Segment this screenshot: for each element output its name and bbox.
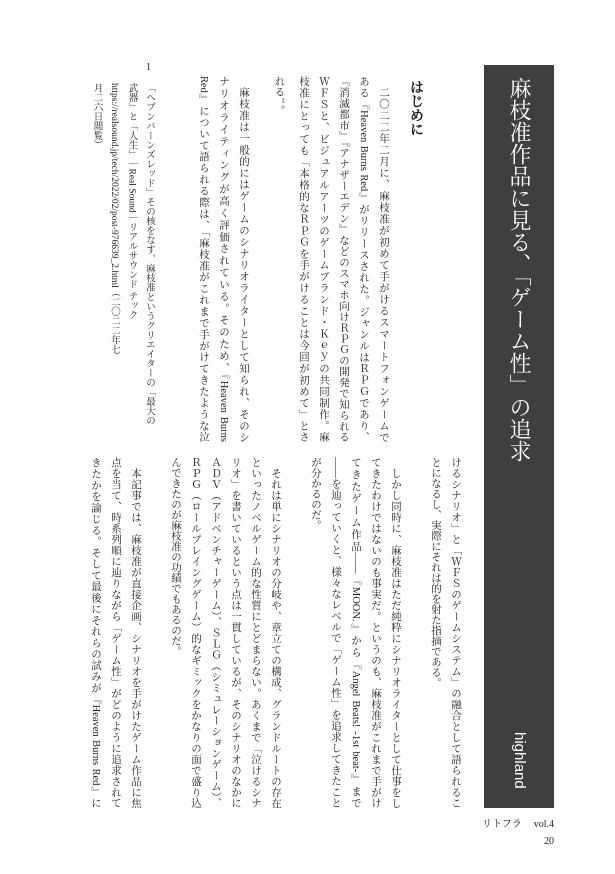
- text-line: ナリオライティングが高く評価されている。そのため、『Heaven Burns: [218, 76, 229, 442]
- text-line: [273, 76, 293, 442]
- paragraph: [165, 457, 285, 808]
- text-line: ——を辿っていくと、様々なレベルで「ゲーム性」を追求してきたこと: [330, 457, 341, 808]
- title-bar: [484, 65, 554, 808]
- issue-number: vol.4: [533, 819, 554, 830]
- footnote: [87, 83, 157, 433]
- text-line: それは単にシナリオの分岐や、章立ての構成、グランドルートの存在: [270, 467, 281, 808]
- magazine-name: リトフラ: [482, 819, 522, 830]
- text-line: ＡＤＶ（アドベンチャーゲーム）、ＳＬＧ（シミュレーションゲーム）、: [210, 457, 221, 808]
- section-heading: はじめに: [408, 80, 424, 136]
- text-line: ＷＦＳと、ビジュアルアーツのゲームブランド・Ｋｅｙの共同制作。麻: [318, 76, 329, 442]
- text-line: といったノベルゲーム的な性質にとどまらない。あくまで「泣けるシナ: [250, 457, 261, 808]
- paragraph: [193, 76, 253, 442]
- text-line: 『消滅都市』『アナザーエデン』などのスマホ向けＲＰＧの開発で知られる: [338, 76, 349, 442]
- text-fragment: 。: [273, 105, 285, 116]
- text-line: とになるし、実際にそれは的を射た指摘である。: [430, 457, 441, 688]
- text-line: きたかを論じる。そして最後にそれらの試みが『Heaven Burns Red』に: [90, 457, 101, 808]
- footnote-line: 「ヘブンバーンズレッド」その核をなす、麻枝准というクリエイターの「最大の: [144, 83, 154, 425]
- text-line: 麻枝准は一般的にはゲームのシナリオライターとして知られ、そのシ: [238, 86, 249, 442]
- footnote-reference: 1: [279, 97, 287, 105]
- text-line: 本記事では、麻枝准が直接企画、シナリオを手がけたゲーム作品に焦: [130, 467, 141, 808]
- text-fragment: れる: [273, 76, 285, 97]
- article-title: 麻枝准作品に見る、「ゲーム性」の追求: [507, 77, 532, 462]
- text-line: が分かるのだ。: [310, 457, 321, 531]
- footnote-url-line: https://realsound.jp/tech/2022/02/post-976639_2.html（二〇二二年七: [109, 83, 119, 355]
- footnote-line: 月二六日閲覧）: [91, 83, 102, 150]
- footnote-line: 武器」と「人生」｜Real Sound｜リアルサウンド テック: [126, 83, 137, 320]
- paragraph: [85, 457, 145, 808]
- upper-text-block: [193, 76, 393, 442]
- text-line: 枝准にとっても「本格的なＲＰＧを手がけることは今回が初めて」とさ: [298, 76, 309, 442]
- page-number: 20: [544, 836, 554, 847]
- paragraph: [305, 457, 405, 808]
- text-line: しかし同時に、麻枝准はただ純粋にシナリオライターとして仕事をし: [390, 467, 401, 808]
- lower-text-block: [85, 457, 465, 808]
- text-line: んできたのが麻枝准の功績でもあるのだ。: [170, 457, 181, 657]
- text-line: 点を当て、時系列順に辿りながら「ゲーム性」がどのように追求されて: [110, 457, 121, 808]
- paragraph: [273, 76, 393, 442]
- author-name: highland: [511, 732, 528, 789]
- text-line: てきたゲーム作品——『MOON.』から『Angel Beats! -1st beat-』まで: [350, 457, 361, 808]
- footnote-number: 1: [143, 62, 154, 73]
- paragraph: [425, 457, 465, 808]
- text-line: 二〇二二年二月に、麻枝准が初めて手がけるスマートフォンゲームで: [378, 86, 389, 442]
- text-line: ある『Heaven Burns Red』がリリースされた。ジャンルはＲＰＧであり、: [358, 76, 369, 442]
- text-line: てきたわけではないのも事実だ。というのも、麻枝准がこれまで手がけ: [370, 457, 381, 808]
- text-line: Red』について語られる際は、「麻枝准がこれまで手がけてきたような泣: [198, 76, 209, 442]
- text-line: リオ」を書いているという点は一貫しているが、そのシナリオのなかに: [230, 457, 241, 808]
- running-footer: [482, 819, 554, 831]
- text-line: ＲＰＧ（ロールプレイングゲーム）的なギミックをかなりの面で盛り込: [190, 457, 201, 808]
- text-line: けるシナリオ」と「ＷＦＳのゲームシステム」の融合として語られるこ: [450, 457, 461, 808]
